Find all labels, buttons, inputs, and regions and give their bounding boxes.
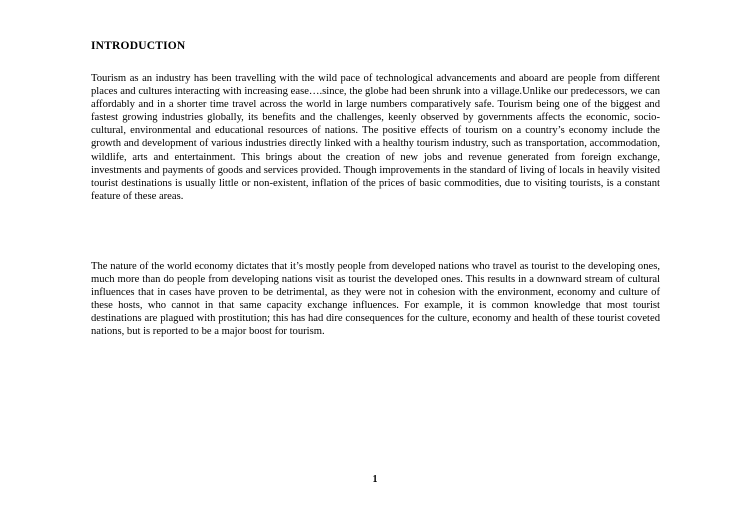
- page-number: 1: [372, 474, 378, 485]
- body-paragraph-1: Tourism as an industry has been travelling with the wild pace of technological advancements and aboard are people from different places and cultures interacting with increasing ease….since, the globe had been shrunk into a village.Unlike our predecessors, we can affordably and in a shorter time travel across the world in large numbers comparatively safe. Tourism being one of the biggest and fastest growing industries globally, its benefits and the challenges, keenly observed by governments affects the economic, socio-cultural, environmental and educational resources of nations. The positive effects of tourism on a country’s economy include the growth and development of various industries directly linked with a healthy tourism industry, such as transportation, accommodation, wildlife, arts and entertainment. This brings about the creation of new jobs and revenue generated from foreign exchange, investments and payments of goods and services provided. Though improvements in the standard of living of locals in heavily visited tourist destinations is usually little or non-existent, inflation of the prices of basic commodities, due to visiting tourists, is a constant feature of these areas.: [91, 73, 660, 202]
- section-heading: INTRODUCTION: [91, 40, 186, 52]
- body-paragraph-2: The nature of the world economy dictates that it’s mostly people from developed nations who travel as tourist to the developing ones, much more than do people from developing nations visit as tourist the developed ones. This results in a downward stream of cultural influences that in cases have proven to be detrimental, as they were not in cohesion with the environment, economy and culture of these hosts, who cannot in that same capacity exchange influences. For example, it is common knowledge that most tourist destinations are plagued with prostitution; this has had dire consequences for the culture, economy and health of these tourist coveted nations, but is reported to be a major boost for tourism.: [91, 261, 660, 338]
